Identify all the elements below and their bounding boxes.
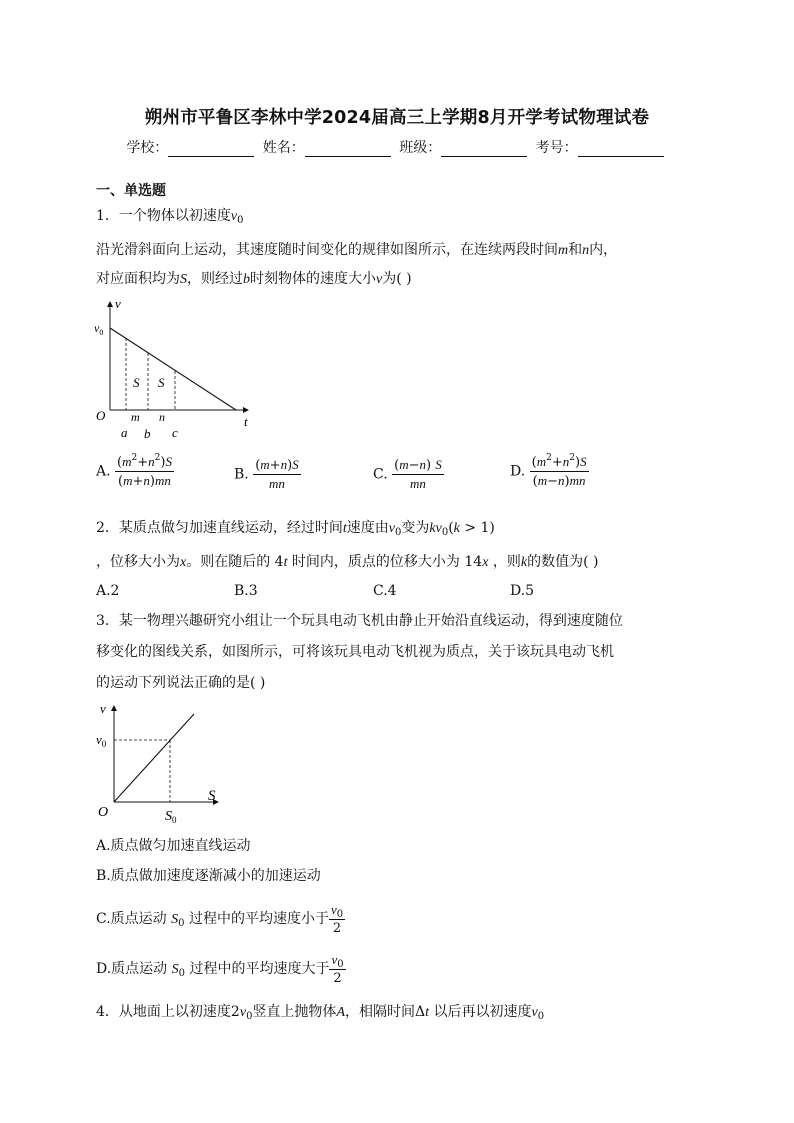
s0-label: $S_0$ bbox=[165, 809, 177, 825]
area-label-1: S bbox=[133, 375, 140, 390]
q1-option-d[interactable]: D. $\frac{(m^2+n^2)S}{(m-n)mn}$ bbox=[510, 453, 587, 489]
name-label: 姓名： bbox=[262, 140, 305, 156]
q3-velocity-displacement-graph bbox=[90, 700, 230, 828]
v0-label: $v_0$ bbox=[94, 321, 104, 337]
q3-line3: 的运动下列说法正确的是( ) bbox=[96, 675, 266, 691]
student-info-line bbox=[0, 137, 794, 157]
school-label: 学校： bbox=[126, 140, 169, 156]
q1-line3: 对应面积均为S，则经过b时刻物体的速度大小v为( ) bbox=[96, 271, 412, 287]
q1-line1: 1．一个物体以初速度$v_0$ bbox=[96, 208, 244, 226]
area-label-2: S bbox=[158, 375, 165, 390]
q4-line1: 4．从地面上以初速度$2v_0$竖直上抛物体A，相隔时间Δt 以后再以初速度$v_0$ bbox=[96, 1004, 545, 1022]
interval-label-m: m bbox=[131, 410, 140, 424]
class-label: 班级： bbox=[399, 140, 442, 156]
q1-option-a[interactable]: A. $\frac{(m^2+n^2)S}{(m+n)mn}$ bbox=[96, 453, 172, 489]
point-label-c: c bbox=[172, 425, 178, 440]
school-blank[interactable] bbox=[168, 141, 254, 157]
q3-option-a[interactable]: A.质点做匀加速直线运动 bbox=[96, 838, 251, 854]
section-heading: 一、单选题 bbox=[96, 183, 166, 199]
point-label-b: b bbox=[144, 426, 151, 441]
q3-option-b[interactable]: B.质点做加速度逐渐减小的加速运动 bbox=[96, 868, 321, 884]
point-label-a: a bbox=[121, 425, 128, 440]
q2-option-b[interactable]: B.3 bbox=[234, 583, 258, 599]
interval-label-n: n bbox=[159, 410, 165, 424]
v-axis-label: v bbox=[115, 296, 121, 311]
q1-option-c[interactable]: C. $\frac{(m-n) S}{mn}$ bbox=[373, 457, 442, 491]
class-blank[interactable] bbox=[441, 141, 527, 157]
q3-option-c[interactable]: C.质点运动 $S_0$ 过程中的平均速度小于 $\frac{v_0}{2}$ bbox=[96, 902, 344, 936]
t-axis-label: t bbox=[244, 414, 248, 429]
origin-label: O bbox=[96, 408, 106, 423]
q3-line1: 3．某一物理兴趣研究小组让一个玩具电动飞机由静止开始沿直线运动，得到速度随位 bbox=[96, 613, 623, 629]
number-label: 考号： bbox=[535, 140, 578, 156]
q2-option-a[interactable]: A.2 bbox=[96, 583, 120, 599]
q1-velocity-time-graph bbox=[90, 296, 260, 446]
origin-label: O bbox=[98, 805, 109, 820]
number-blank[interactable] bbox=[578, 141, 664, 157]
q3-line2: 移变化的图线关系，如图所示，可将该玩具电动飞机视为质点，关于该玩具电动飞机 bbox=[96, 644, 614, 660]
q2-option-c[interactable]: C.4 bbox=[373, 583, 397, 599]
q1-option-b[interactable]: B. $\frac{(m+n)S}{mn}$ bbox=[234, 457, 299, 491]
name-blank[interactable] bbox=[305, 141, 391, 157]
v-axis-label: v bbox=[100, 701, 106, 716]
page-title: 朔州市平鲁区李林中学2024届高三上学期8月开学考试物理试卷 bbox=[144, 108, 650, 128]
velocity-line bbox=[110, 328, 236, 410]
q2-option-d[interactable]: D.5 bbox=[510, 583, 535, 599]
q2-line1: 2．某质点做匀加速直线运动，经过时间t速度由$v_0$变为$kv_0(k > 1)$ bbox=[96, 520, 495, 538]
v0-label: $v_0$ bbox=[96, 732, 107, 749]
q2-line2: ，位移大小为x。则在随后的 4t 时间内，质点的位移大小为 14x ，则k的数值为( ) bbox=[96, 554, 599, 570]
s-axis-label: S bbox=[208, 788, 216, 804]
q1-line2: 沿光滑斜面向上运动，其速度随时间变化的规律如图所示，在连续两段时间m和n内， bbox=[96, 242, 618, 258]
q3-option-d[interactable]: D.质点运动 $S_0$ 过程中的平均速度大于 $\frac{v_0}{2}$ bbox=[96, 952, 344, 986]
velocity-line bbox=[114, 714, 194, 802]
